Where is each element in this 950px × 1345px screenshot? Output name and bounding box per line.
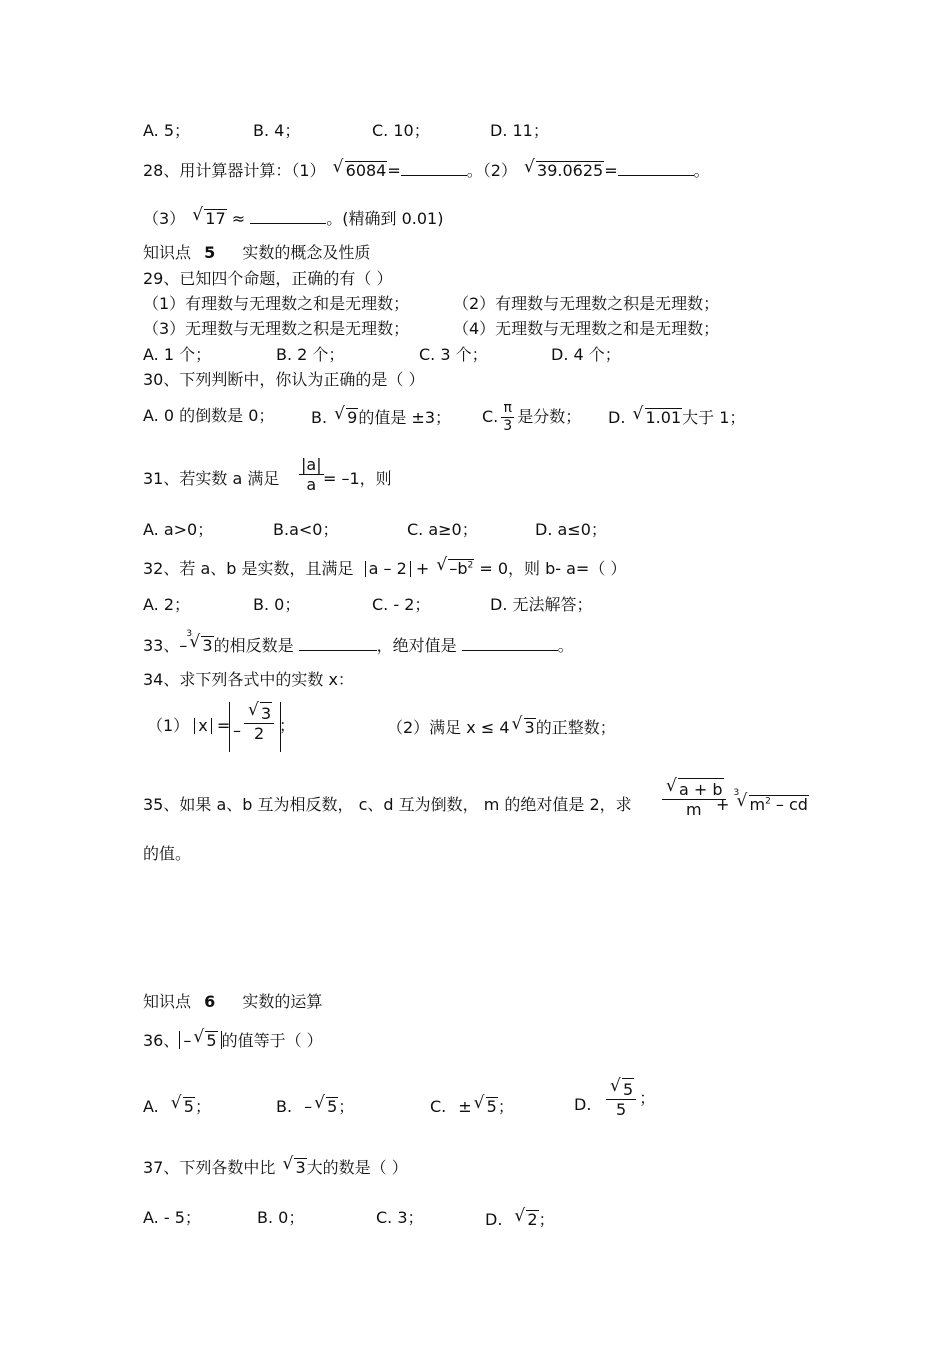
q36-line: 36、 –√ 5 的值等于（ ） <box>143 1031 323 1049</box>
q28-blank-3[interactable] <box>250 209 326 224</box>
q37-line: 37、下列各数中比 √ 3大的数是（ ） <box>143 1158 408 1176</box>
q28-sqrt-3: √ 17 <box>192 209 226 227</box>
q27-option-b: B. 4； <box>253 121 301 140</box>
q28-blank-2[interactable] <box>618 161 694 176</box>
q30-stem: 30、下列判断中，你认为正确的是（ ） <box>143 370 425 389</box>
q33-line: 33、– √ 3 3的相反数是 ，绝对值是 。 <box>143 636 574 654</box>
q33-blank-2[interactable] <box>462 636 558 651</box>
q34-stem: 34、求下列各式中的实数 x： <box>143 670 354 689</box>
q33-blank-1[interactable] <box>299 636 377 651</box>
knowledge-point-6-heading: 知识点 6 实数的运算 <box>143 992 323 1011</box>
q28-line2: （3） √ 17 ≈ 。(精确到 0.01) <box>143 209 443 227</box>
q28-prefix: 28、用计算器计算：（1） <box>143 161 326 180</box>
q28-line1: 28、用计算器计算：（1） √ 6084= 。（2） √ 39.0625= 。 <box>143 161 710 179</box>
q27-option-a: A. 5； <box>143 121 191 140</box>
q32-line: 32、若 a、b 是实数，且满足 a – 2 + √ $-b^2 = 0$，则 b- a=（ ） <box>143 559 626 577</box>
q29-stem: 29、已知四个命题，正确的有（ ） <box>143 269 393 288</box>
knowledge-point-5-heading: 知识点 5 实数的概念及性质 <box>143 243 371 262</box>
q27-option-c: C. 10； <box>372 121 430 140</box>
q35-tail: 的值。 <box>143 844 192 863</box>
q28-blank-1[interactable] <box>401 161 467 176</box>
q34-abs-fraction: – √ $\frac{3}{2}$ <box>229 702 281 752</box>
q28-sqrt-2: √ 39.0625 <box>524 161 604 179</box>
q28-sqrt-1: √ 6084 <box>333 161 388 179</box>
q27-option-d: D. 11； <box>490 121 549 140</box>
